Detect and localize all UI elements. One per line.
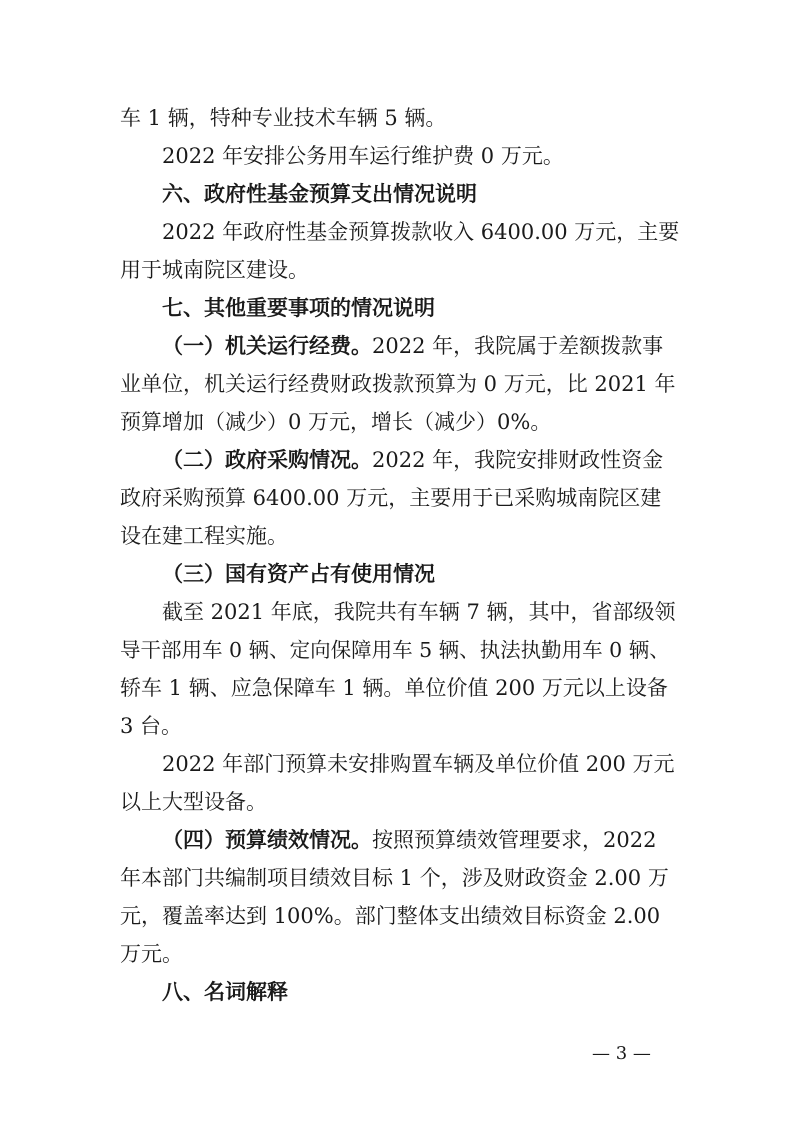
- paragraph-line: 以上大型设备。: [120, 790, 267, 814]
- subsection-label: （四）预算绩效情况。: [162, 827, 372, 852]
- section-heading: 八、名词解释: [162, 980, 288, 1004]
- paragraph-line: 3 台。: [120, 714, 183, 738]
- paragraph-line: 年本部门共编制项目绩效目标 1 个，涉及财政资金 2.00 万: [120, 866, 669, 890]
- subsection-label: （二）政府采购情况。: [162, 447, 372, 472]
- section-heading: 六、政府性基金预算支出情况说明: [162, 182, 477, 206]
- paragraph-line: 截至 2021 年底，我院共有车辆 7 辆，其中，省部级领: [162, 600, 676, 624]
- paragraph-line: 业单位，机关运行经费财政拨款预算为 0 万元，比 2021 年: [120, 372, 676, 396]
- paragraph-text: 2022 年，我院安排财政性资金: [372, 448, 664, 472]
- paragraph-line: [162, 332, 663, 360]
- paragraph-line: 2022 年安排公务用车运行维护费 0 万元。: [162, 144, 564, 168]
- paragraph-line: 车 1 辆，特种专业技术车辆 5 辆。: [120, 106, 447, 130]
- paragraph-line: 政府采购预算 6400.00 万元，主要用于已采购城南院区建: [120, 486, 662, 510]
- subsection-heading: （三）国有资产占有使用情况: [162, 561, 435, 586]
- paragraph-line: 万元。: [120, 942, 183, 966]
- paragraph-text: 按照预算绩效管理要求，2022: [372, 828, 657, 852]
- paragraph-line: 导干部用车 0 辆、定向保障用车 5 辆、执法执勤用车 0 辆、: [120, 638, 670, 662]
- paragraph-line: 轿车 1 辆、应急保障车 1 辆。单位价值 200 万元以上设备: [120, 676, 668, 700]
- paragraph-line: 2022 年政府性基金预算拨款收入 6400.00 万元，主要: [162, 220, 680, 244]
- page-number: — 3 —: [592, 1043, 651, 1064]
- paragraph-line: 元，覆盖率达到 100%。部门整体支出绩效目标资金 2.00: [120, 904, 661, 928]
- section-heading: 七、其他重要事项的情况说明: [162, 296, 435, 320]
- paragraph-line: [162, 826, 656, 854]
- paragraph-text: 2022 年，我院属于差额拨款事: [372, 334, 664, 358]
- paragraph-line: 设在建工程实施。: [120, 524, 288, 548]
- paragraph-line: 预算增加（减少）0 万元，增长（减少）0%。: [120, 410, 552, 434]
- paragraph-line: 2022 年部门预算未安排购置车辆及单位价值 200 万元: [162, 752, 675, 776]
- paragraph-line: [162, 446, 663, 474]
- subsection-label: （一）机关运行经费。: [162, 333, 372, 358]
- paragraph-line: 用于城南院区建设。: [120, 258, 309, 282]
